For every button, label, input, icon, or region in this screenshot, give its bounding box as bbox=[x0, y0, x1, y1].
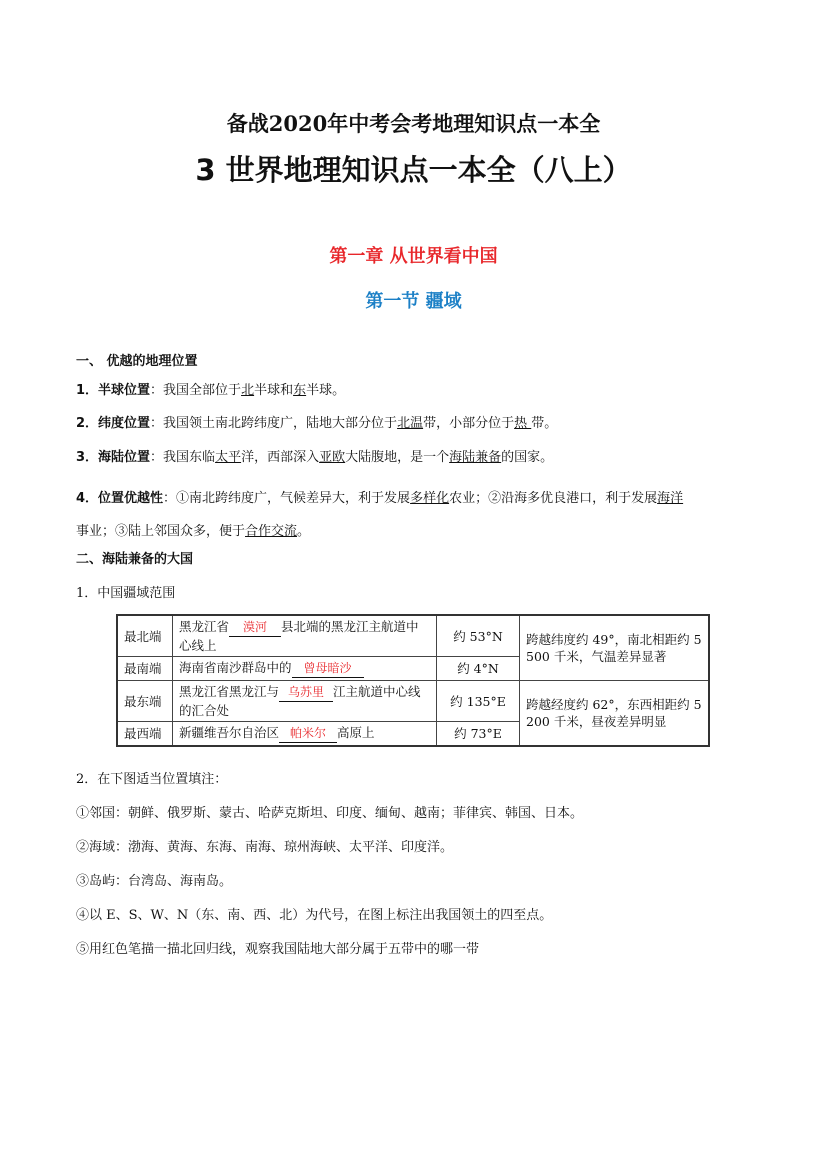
answer: 多样化 bbox=[410, 491, 450, 506]
part2-heading: 二、海陆兼备的大国 bbox=[76, 552, 194, 567]
item-label: 2．纬度位置 bbox=[76, 416, 151, 431]
cell-coord: 约 73°E bbox=[437, 722, 520, 747]
fill-blank bbox=[279, 683, 333, 702]
answer: 太平 bbox=[215, 450, 242, 465]
document-subtitle: 3 世界地理知识点一本全（八上） bbox=[195, 153, 632, 187]
item-text: 大陆腹地，是一个 bbox=[345, 450, 450, 465]
item-text: 事业；③陆上邻国众多，便于 bbox=[76, 524, 246, 539]
cell-coord: 约 53°N bbox=[437, 615, 520, 657]
note-seas: ②海域：渤海、黄海、东海、南海、琼州海峡、太平洋、印度洋。 bbox=[76, 840, 454, 855]
answer: 海洋 bbox=[657, 491, 684, 506]
desc-text: 黑龙江省 bbox=[179, 619, 230, 634]
note-neighbors: ①邻国：朝鲜、俄罗斯、蒙古、哈萨克斯坦、印度、缅甸、越南；菲律宾、韩国、日本。 bbox=[76, 806, 584, 821]
desc-text: 新疆维吾尔自治区 bbox=[179, 725, 280, 740]
cell-name: 最北端 bbox=[117, 615, 173, 657]
desc-text: 海南省南沙群岛中的 bbox=[179, 660, 292, 675]
cell-name: 最东端 bbox=[117, 681, 173, 722]
answer: 合作交流 bbox=[245, 524, 298, 539]
cell-desc bbox=[173, 722, 437, 747]
note-tropic: ⑤用红色笔描一描北回归线，观察我国陆地大部分属于五带中的哪一带 bbox=[76, 942, 480, 957]
cell-name: 最南端 bbox=[117, 657, 173, 681]
item-land-sea bbox=[76, 448, 756, 467]
item-text: ：①南北跨纬度广，气候差异大，利于发展 bbox=[163, 491, 411, 506]
item-text: 半球和 bbox=[254, 383, 294, 398]
answer: 海陆兼备 bbox=[449, 450, 502, 465]
chapter-title: 第一章 从世界看中国 bbox=[329, 246, 498, 267]
cell-lon-note: 跨越经度约 62°，东西相距约 5 200 千米，昼夜差异明显 bbox=[520, 681, 710, 747]
item-text: ：我国全部位于 bbox=[150, 383, 242, 398]
note-islands: ③岛屿：台湾岛、海南岛。 bbox=[76, 874, 233, 889]
item-text: 。 bbox=[297, 524, 311, 539]
part2-sub1: 1．中国疆域范围 bbox=[76, 586, 176, 601]
item-text: ：我国东临 bbox=[150, 450, 216, 465]
desc-text: 县北端的黑龙江主航道中心线上 bbox=[179, 619, 419, 653]
part2-sub2: 2．在下图适当位置填注： bbox=[76, 772, 228, 787]
item-text: 带。 bbox=[531, 416, 558, 431]
answer: 亚欧 bbox=[319, 450, 346, 465]
item-latitude bbox=[76, 414, 756, 433]
answer: 北温 bbox=[397, 416, 424, 431]
desc-text: 黑龙江省黑龙江与 bbox=[179, 684, 280, 699]
part1-heading: 一、 优越的地理位置 bbox=[76, 354, 198, 369]
note-extreme-points: ④以 E、S、W、N（东、南、西、北）为代号，在图上标注出我国领土的四至点。 bbox=[76, 908, 553, 923]
cell-desc bbox=[173, 681, 437, 722]
item-label: 1．半球位置 bbox=[76, 383, 151, 398]
cell-desc bbox=[173, 657, 437, 681]
desc-text: 高原上 bbox=[337, 725, 375, 740]
cell-lat-note: 跨越纬度约 49°，南北相距约 5 500 千米，气温差异显著 bbox=[520, 615, 710, 681]
fill-blank bbox=[279, 724, 337, 743]
table-row bbox=[117, 681, 709, 722]
item-text: 农业；②沿海多优良港口，利于发展 bbox=[449, 491, 658, 506]
cell-desc bbox=[173, 615, 437, 657]
cell-coord: 约 4°N bbox=[437, 657, 520, 681]
item-advantages bbox=[76, 482, 756, 548]
filled-answer: 漠河 bbox=[243, 620, 268, 634]
desc-text: 江主航道中心线的汇合处 bbox=[179, 684, 421, 718]
item-text: 的国家。 bbox=[501, 450, 554, 465]
item-label: 3．海陆位置 bbox=[76, 450, 151, 465]
fill-blank bbox=[292, 659, 364, 678]
item-hemisphere bbox=[76, 381, 756, 400]
answer: 热 bbox=[514, 416, 532, 431]
cell-coord: 约 135°E bbox=[437, 681, 520, 722]
territory-table bbox=[116, 614, 710, 747]
item-text: 带，小部分位于 bbox=[423, 416, 515, 431]
filled-answer: 帕米尔 bbox=[290, 726, 327, 740]
item-text: ：我国领土南北跨纬度广，陆地大部分位于 bbox=[150, 416, 398, 431]
item-text: 洋，西部深入 bbox=[241, 450, 320, 465]
table-row bbox=[117, 615, 709, 657]
answer: 东 bbox=[293, 383, 307, 398]
item-label: 4．位置优越性 bbox=[76, 491, 164, 506]
filled-answer: 乌苏里 bbox=[288, 685, 325, 699]
document-title: 备战2020年中考会考地理知识点一本全 bbox=[226, 111, 601, 136]
item-text: 半球。 bbox=[306, 383, 346, 398]
cell-name: 最西端 bbox=[117, 722, 173, 747]
answer: 北 bbox=[241, 383, 255, 398]
fill-blank bbox=[229, 618, 281, 637]
filled-answer: 曾母暗沙 bbox=[303, 661, 352, 675]
section-title: 第一节 疆域 bbox=[365, 291, 462, 312]
